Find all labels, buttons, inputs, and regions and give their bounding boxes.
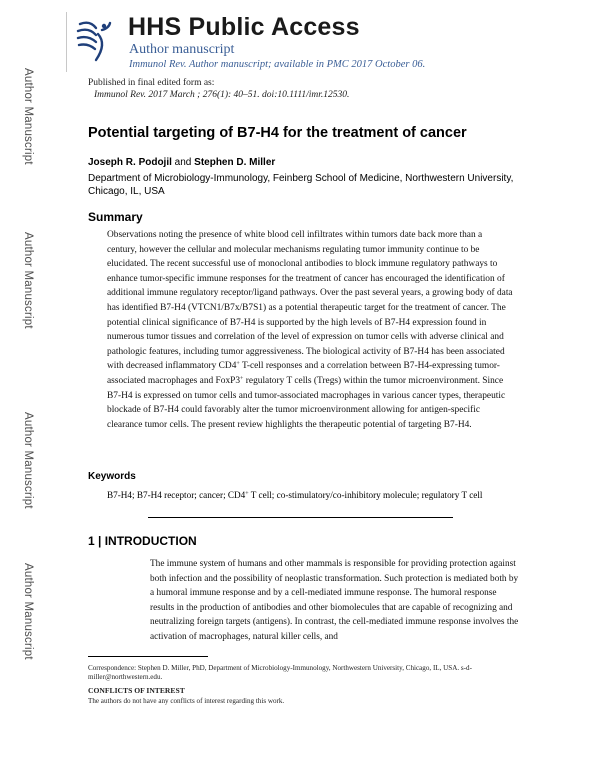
published-in-label: Published in final edited form as: xyxy=(88,78,215,88)
summary-heading: Summary xyxy=(88,210,143,224)
citation-line: Immunol Rev. 2017 March ; 276(1): 40–51. doi:10.1111/imr.12530. xyxy=(94,90,350,100)
header-divider xyxy=(66,12,67,72)
introduction-paragraph: The immune system of humans and other mammals is responsible for providing protection against both infection and the possibility of neoplastic transformation. Such protection is mediated both by a humoral immune response and by a cell-mediated immune response. The humoral response results in the production of antibodies and other biomolecules that are capable of recognizing and neutralizing foreign targets (antigens). In contrast, the cell-mediated immune response involves the activation of macrophages, natural killer cells, and xyxy=(150,559,519,642)
author-name: Joseph R. Podojil xyxy=(88,157,172,168)
keywords-heading: Keywords xyxy=(88,471,136,482)
section-divider xyxy=(148,517,453,518)
conflicts-of-interest-heading: CONFLICTS OF INTEREST xyxy=(88,686,185,695)
conflicts-of-interest-text: The authors do not have any conflicts of interest regarding this work. xyxy=(88,697,285,705)
journal-availability-note: Immunol Rev. Author manuscript; available in PMC 2017 October 06. xyxy=(129,59,426,70)
sidebar-author-manuscript-label: Author Manuscript xyxy=(22,68,34,165)
author-affiliation: Department of Microbiology-Immunology, Feinberg School of Medicine, Northwestern University, Chicago, IL, USA xyxy=(88,173,514,197)
article-title: Potential targeting of B7-H4 for the treatment of cancer xyxy=(88,125,467,141)
introduction-heading: 1 | INTRODUCTION xyxy=(88,534,197,548)
hhs-eagle-logo-icon xyxy=(74,14,114,66)
author-list xyxy=(88,157,275,169)
summary-paragraph: Observations noting the presence of white blood cell infiltrates within tumors date back more than a century, however the cellular and molecular mechanisms regulating tumor immunity continue to be elucidated. The recent successful use of monoclonal antibodies to block immune regulatory pathways to enhance tumor-specific immune responses for the treatment of cancer has encouraged the identification of additional immune regulatory receptor/ligand pathways. Over the past several years, a growing body of data has identified B7-H4 (VTCN1/B7x/B7S1) as a potential therapeutic target for the treatment of cancer. The potential clinical significance of B7-H4 is supported by the high levels of B7-H4 expression found in numerous tumor tissues and correlation of the level of expression on tumor cells with adverse clinical and pathologic features, including tumor aggressiveness. The biological activity of B7-H4 has been associated with decreased inflammatory CD4+ T-cell responses and a correlation between B7-H4-expressing tumor-associated macrophages and FoxP3+ regulatory T cells (Tregs) within the tumor microenvironment. Since B7-H4 is expressed on tumor cells and tumor-associated macrophages in various cancer types, therapeutic blockade of B7-H4 could favorably alter the tumor microenvironment allowing for antigen-specific clearance tumor cells. The present review highlights the therapeutic potential of targeting B7-H4. xyxy=(107,230,513,430)
correspondence-footnote: Correspondence: Stephen D. Miller, PhD, Department of Microbiology-Immunology, Northwestern University, Chicago, IL, USA. s-d-miller@northwestern.edu. xyxy=(88,664,472,681)
author-name: Stephen D. Miller xyxy=(194,157,276,168)
keywords-list: B7-H4; B7-H4 receptor; cancer; CD4+ T cell; co-stimulatory/co-inhibitory molecule; regulatory T cell xyxy=(107,490,483,500)
author-manuscript-subtitle: Author manuscript xyxy=(129,42,235,57)
footnote-divider xyxy=(88,656,208,657)
sidebar-author-manuscript-label: Author Manuscript xyxy=(22,232,34,329)
author-conjunction: and xyxy=(171,157,195,168)
sidebar-author-manuscript-label: Author Manuscript xyxy=(22,412,34,509)
sidebar-author-manuscript-label: Author Manuscript xyxy=(22,563,34,660)
hhs-public-access-title: HHS Public Access xyxy=(128,13,360,41)
